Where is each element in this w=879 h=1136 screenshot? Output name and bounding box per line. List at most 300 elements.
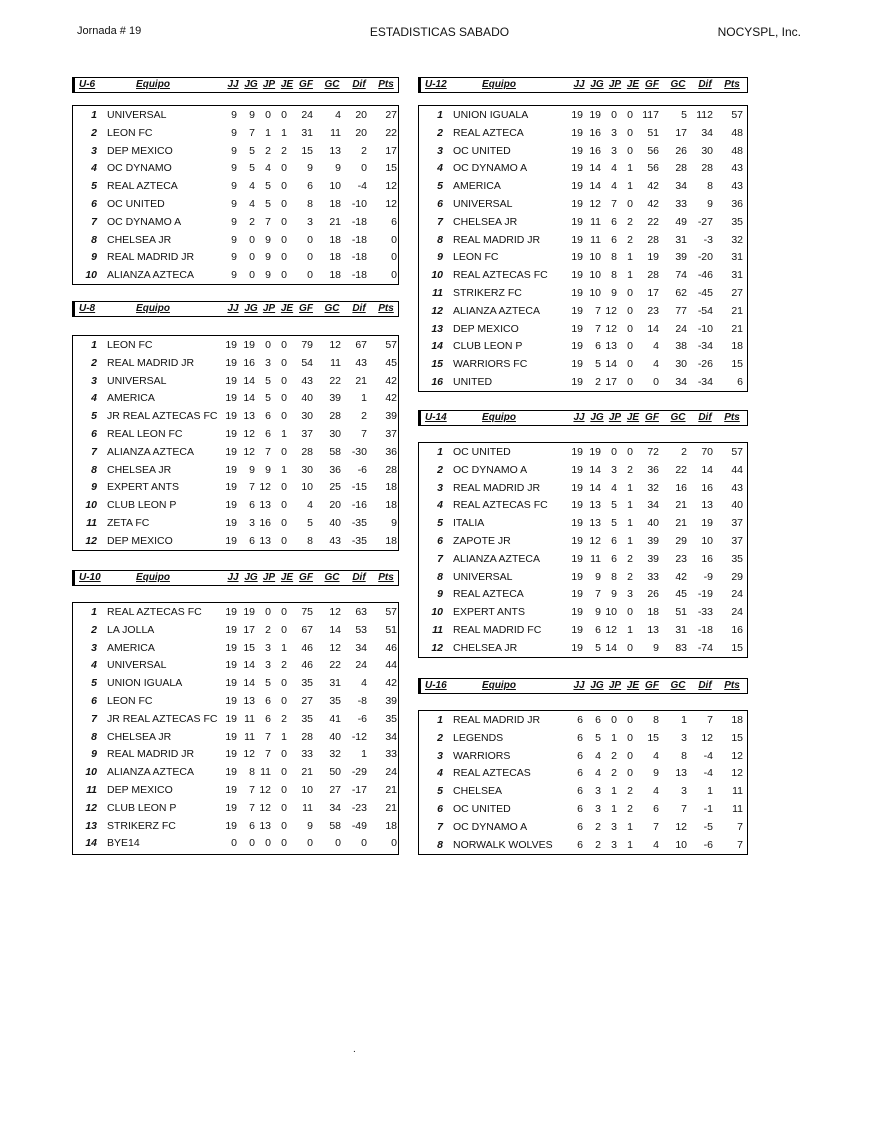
team-cell: REAL LEON FC [107, 428, 183, 440]
column-header: GF [299, 79, 313, 90]
stat-cell: 2 [611, 767, 617, 780]
stat-cell: -4 [703, 749, 713, 762]
stat-cell: 19 [225, 748, 237, 761]
column-header: Dif [698, 680, 712, 691]
stat-cell: 21 [355, 374, 367, 387]
stat-cell: 31 [675, 624, 687, 636]
stat-cell: 1 [281, 641, 287, 654]
stat-cell: 75 [301, 606, 313, 618]
stat-cell: 0 [281, 233, 287, 246]
stat-cell: 8 [707, 180, 713, 193]
stat-cell: 0 [281, 677, 287, 690]
stat-cell: 13 [329, 144, 341, 157]
stat-cell: 19 [571, 340, 583, 353]
column-header: JG [244, 572, 258, 583]
stat-cell: 28 [647, 233, 659, 246]
team-cell: LEON FC [453, 251, 499, 264]
stat-cell: 9 [249, 109, 255, 121]
rank-cell: 3 [91, 641, 97, 654]
stat-cell: 3 [611, 463, 617, 476]
stat-cell: 10 [301, 481, 313, 494]
stat-cell: -29 [351, 766, 367, 779]
stat-cell: 38 [675, 340, 687, 353]
stat-cell: 48 [731, 126, 743, 139]
stat-cell: 31 [329, 677, 341, 690]
table-row [73, 622, 398, 640]
stat-cell: 11 [302, 801, 313, 814]
stat-cell: 1 [627, 624, 633, 636]
stat-cell: 0 [281, 251, 287, 264]
stat-cell: 9 [265, 269, 271, 282]
stat-cell: 6 [577, 731, 583, 744]
stat-cell: 7 [737, 838, 743, 851]
team-cell: REAL AZTECAS FC [107, 606, 202, 618]
stat-cell: 33 [675, 198, 687, 210]
stat-cell: 43 [301, 374, 313, 387]
team-cell: WARRIORS [453, 749, 511, 762]
table-row [73, 818, 398, 836]
column-header: JE [280, 572, 294, 583]
column-header: Dif [352, 79, 366, 90]
rank-cell: 4 [91, 392, 97, 405]
stat-cell: 21 [385, 801, 397, 814]
stat-cell: 19 [571, 570, 583, 583]
stat-cell: 19 [571, 358, 583, 371]
stat-cell: 42 [647, 198, 659, 210]
stat-cell: -23 [351, 801, 367, 814]
stat-cell: 3 [611, 144, 617, 157]
team-cell: AMERICA [107, 392, 155, 405]
stat-cell: 42 [647, 180, 659, 193]
stat-cell: 9 [653, 641, 659, 654]
stat-cell: 15 [301, 144, 313, 157]
stat-cell: 35 [301, 677, 313, 690]
stat-cell: 15 [243, 641, 255, 654]
column-header: JJ [573, 412, 585, 423]
stat-cell: 9 [231, 126, 237, 139]
column-header: JJ [573, 680, 585, 691]
table-row [73, 604, 398, 622]
stat-cell: 19 [225, 677, 237, 690]
stat-cell: 32 [731, 233, 743, 246]
stat-cell: 1 [361, 748, 367, 761]
stat-cell: 17 [385, 144, 397, 157]
stat-cell: 36 [385, 445, 397, 458]
stat-cell: 12 [701, 731, 713, 744]
stat-cell: 0 [307, 269, 313, 282]
stat-cell: 9 [231, 144, 237, 157]
stat-cell: 19 [225, 392, 237, 405]
stat-cell: 16 [731, 624, 743, 636]
stat-cell: 31 [731, 269, 743, 282]
team-cell: CHELSEA JR [453, 641, 518, 654]
stat-cell: 7 [595, 588, 601, 601]
stat-cell: -18 [697, 624, 713, 636]
team-cell: REAL AZTECAS [453, 767, 531, 780]
column-header: Equipo [482, 412, 516, 423]
stat-cell: 19 [701, 517, 713, 530]
stat-cell: 43 [731, 481, 743, 494]
stat-cell: 13 [259, 499, 271, 512]
stat-cell: 24 [731, 588, 743, 601]
stat-cell: 10 [329, 180, 341, 193]
team-cell: DEP MEXICO [107, 144, 173, 157]
stat-cell: 9 [231, 109, 237, 121]
stat-cell: 28 [385, 463, 397, 476]
stat-cell: 19 [571, 481, 583, 494]
stat-cell: 5 [595, 731, 601, 744]
table-header [72, 570, 399, 586]
column-header: GC [670, 79, 686, 90]
division-label: U-10 [79, 572, 101, 583]
rank-cell: 7 [91, 445, 97, 458]
stat-cell: 0 [627, 731, 633, 744]
stat-cell: -18 [351, 233, 367, 246]
team-cell: ALIANZA AZTECA [107, 269, 194, 282]
stat-cell: 17 [647, 287, 659, 299]
column-header: JJ [227, 572, 239, 583]
stat-cell: 74 [675, 269, 687, 282]
stat-cell: 13 [675, 767, 687, 780]
table-body [418, 710, 748, 855]
rank-cell: 12 [431, 641, 443, 654]
stat-cell: 28 [329, 410, 341, 423]
stat-cell: 9 [653, 767, 659, 780]
stat-cell: 19 [589, 446, 601, 458]
stat-cell: 1 [281, 730, 287, 743]
stat-cell: 3 [627, 588, 633, 601]
stat-cell: 13 [243, 695, 255, 707]
stat-cell: 1 [627, 535, 633, 547]
stat-cell: 19 [225, 499, 237, 512]
stat-cell: 6 [737, 376, 743, 388]
column-header: JP [262, 572, 276, 583]
stat-cell: -12 [351, 730, 367, 743]
column-header: GF [645, 412, 659, 423]
stat-cell: 18 [731, 714, 743, 726]
stat-cell: -10 [351, 198, 367, 210]
rank-cell: 11 [86, 517, 97, 529]
stat-cell: 6 [577, 838, 583, 851]
stat-cell: 28 [301, 445, 313, 458]
stat-cell: 11 [244, 730, 255, 743]
stat-cell: 19 [225, 730, 237, 743]
standings-section-u-10 [72, 0, 399, 1136]
stat-cell: 19 [571, 552, 583, 565]
stat-cell: 17 [605, 376, 617, 388]
stat-cell: 19 [571, 624, 583, 636]
stat-cell: 5 [265, 198, 271, 210]
rank-cell: 5 [91, 677, 97, 690]
stat-cell: 45 [385, 356, 397, 369]
team-cell: CHELSEA JR [107, 730, 172, 743]
stat-cell: 13 [243, 410, 255, 423]
team-cell: LEON FC [107, 126, 153, 139]
stat-cell: 0 [627, 446, 633, 458]
stat-cell: 11 [244, 712, 255, 725]
stat-cell: 45 [675, 588, 687, 601]
stat-cell: 0 [627, 126, 633, 139]
stat-cell: 1 [281, 428, 287, 440]
stat-cell: 24 [301, 109, 313, 121]
column-header: JP [262, 303, 276, 314]
stat-cell: 11 [590, 552, 601, 565]
team-cell: UNIVERSAL [453, 198, 513, 210]
stat-cell: 22 [329, 374, 341, 387]
rank-cell: 7 [437, 215, 443, 228]
stat-cell: 19 [571, 144, 583, 157]
column-header: JP [608, 680, 622, 691]
stat-cell: 19 [225, 339, 237, 351]
stat-cell: 4 [249, 180, 255, 193]
stat-cell: 14 [589, 463, 601, 476]
stat-cell: 16 [701, 481, 713, 494]
table-row [73, 675, 398, 693]
team-cell: OC UNITED [453, 803, 511, 815]
stat-cell: 0 [611, 714, 617, 726]
stat-cell: 0 [249, 837, 255, 850]
stat-cell: 0 [281, 534, 287, 547]
stat-cell: 9 [611, 287, 617, 299]
stat-cell: 6 [611, 535, 617, 547]
jornada-label: Jornada # 19 [77, 25, 142, 37]
stat-cell: 0 [627, 340, 633, 353]
stat-cell: 44 [385, 659, 397, 672]
stat-cell: -3 [703, 233, 713, 246]
stat-cell: 5 [265, 374, 271, 387]
stat-cell: 19 [225, 517, 237, 529]
stat-cell: 20 [355, 109, 367, 121]
team-cell: DEP MEXICO [107, 534, 173, 547]
table-row [73, 800, 398, 818]
stat-cell: -26 [697, 358, 713, 371]
stat-cell: 36 [329, 463, 341, 476]
stat-cell: 72 [647, 446, 659, 458]
stat-cell: 2 [627, 215, 633, 228]
stat-cell: 3 [307, 215, 313, 228]
table-row [73, 711, 398, 729]
stat-cell: 19 [571, 588, 583, 601]
rank-cell: 16 [431, 376, 443, 388]
team-cell: UNIVERSAL [107, 659, 167, 672]
stat-cell: 28 [701, 162, 713, 175]
stat-cell: 30 [301, 410, 313, 423]
stat-cell: 10 [589, 269, 601, 282]
table-row [419, 748, 747, 766]
stat-cell: 35 [731, 215, 743, 228]
stat-cell: 33 [385, 748, 397, 761]
stat-cell: 7 [265, 748, 271, 761]
stat-cell: 6 [265, 712, 271, 725]
stat-cell: 12 [589, 535, 601, 547]
rank-cell: 12 [85, 534, 97, 547]
rank-cell: 5 [437, 517, 443, 530]
stat-cell: 57 [385, 606, 397, 618]
team-cell: REAL MADRID FC [453, 624, 542, 636]
stat-cell: 8 [249, 766, 255, 779]
stat-cell: 1 [627, 820, 633, 833]
stat-cell: 63 [355, 606, 367, 618]
stat-cell: 1 [627, 251, 633, 264]
stat-cell: 35 [301, 712, 313, 725]
stat-cell: 28 [301, 730, 313, 743]
stat-cell: 6 [307, 180, 313, 193]
stat-cell: 4 [653, 749, 659, 762]
stat-cell: 24 [385, 766, 397, 779]
stat-cell: 43 [355, 356, 367, 369]
rank-cell: 2 [91, 623, 97, 636]
stat-cell: 0 [627, 767, 633, 780]
stat-cell: 12 [329, 339, 341, 351]
team-cell: OC UNITED [453, 446, 511, 458]
stat-cell: 13 [589, 517, 601, 530]
stat-cell: 36 [731, 198, 743, 210]
stat-cell: 51 [385, 623, 397, 636]
stat-cell: -4 [357, 180, 367, 193]
table-row [419, 730, 747, 748]
stat-cell: 0 [627, 606, 633, 619]
stat-cell: 19 [571, 198, 583, 210]
stat-cell: 11 [260, 766, 271, 779]
team-cell: LEON FC [107, 339, 153, 351]
stat-cell: 8 [307, 534, 313, 547]
rank-cell: 4 [437, 499, 443, 512]
team-cell: CHELSEA JR [107, 233, 172, 246]
column-header: GF [645, 680, 659, 691]
stat-cell: 19 [571, 126, 583, 139]
rank-cell: 6 [91, 695, 97, 707]
rank-cell: 1 [437, 714, 443, 726]
column-header: Pts [378, 79, 394, 90]
stat-cell: 19 [571, 446, 583, 458]
stat-cell: 8 [653, 714, 659, 726]
stat-cell: 1 [265, 126, 271, 139]
stat-cell: 3 [611, 820, 617, 833]
stat-cell: 7 [249, 126, 255, 139]
stat-cell: 6 [577, 767, 583, 780]
stat-cell: 1 [281, 463, 287, 476]
stat-cell: 19 [225, 481, 237, 494]
stat-cell: 21 [301, 766, 313, 779]
rank-cell: 5 [437, 785, 443, 798]
stat-cell: 4 [307, 499, 313, 512]
stat-cell: 57 [731, 109, 743, 121]
team-cell: ITALIA [453, 517, 485, 530]
stat-cell: 43 [731, 162, 743, 175]
stat-cell: -19 [697, 588, 713, 601]
stat-cell: 0 [627, 749, 633, 762]
stat-cell: -27 [697, 215, 713, 228]
stat-cell: 0 [281, 392, 287, 405]
stat-cell: 0 [281, 801, 287, 814]
table-row [73, 640, 398, 658]
column-header: Equipo [482, 680, 516, 691]
stat-cell: 2 [595, 820, 601, 833]
stat-cell: -34 [697, 340, 713, 353]
stat-cell: 19 [225, 712, 237, 725]
team-cell: REAL AZTECAS FC [453, 499, 548, 512]
stat-cell: 0 [281, 374, 287, 387]
team-cell: OC DYNAMO A [107, 215, 182, 228]
stat-cell: -35 [351, 534, 367, 547]
stat-cell: 16 [259, 517, 271, 529]
column-header: Dif [698, 412, 712, 423]
rank-cell: 11 [86, 784, 97, 796]
stat-cell: 43 [329, 534, 341, 547]
stat-cell: 43 [731, 180, 743, 193]
table-row [73, 729, 398, 747]
rank-cell: 8 [437, 838, 443, 851]
stat-cell: 12 [589, 198, 601, 210]
stat-cell: 7 [653, 820, 659, 833]
stat-cell: 5 [265, 677, 271, 690]
stat-cell: 9 [595, 606, 601, 619]
team-cell: ALIANZA AZTECA [107, 445, 194, 458]
stat-cell: 14 [647, 322, 659, 335]
stat-cell: -46 [697, 269, 713, 282]
rank-cell: 8 [91, 730, 97, 743]
stat-cell: 29 [731, 570, 743, 583]
stat-cell: 13 [647, 624, 659, 636]
stat-cell: 2 [265, 623, 271, 636]
stat-cell: 18 [731, 340, 743, 353]
stat-cell: 51 [675, 606, 687, 619]
stat-cell: 3 [681, 731, 687, 744]
stat-cell: -18 [351, 215, 367, 228]
stat-cell: 24 [675, 322, 687, 335]
stat-cell: 6 [595, 714, 601, 726]
stat-cell: 6 [611, 233, 617, 246]
stat-cell: 27 [329, 784, 341, 796]
stat-cell: 2 [595, 376, 601, 388]
stat-cell: 19 [571, 322, 583, 335]
stat-cell: 7 [737, 820, 743, 833]
stat-cell: 14 [243, 659, 255, 672]
stat-cell: 40 [301, 392, 313, 405]
stat-cell: 1 [707, 785, 713, 798]
stat-cell: 18 [385, 534, 397, 547]
stat-cell: 9 [307, 162, 313, 175]
stat-cell: 18 [329, 269, 341, 282]
stat-cell: 0 [281, 517, 287, 529]
stat-cell: 2 [627, 233, 633, 246]
stat-cell: 14 [243, 374, 255, 387]
team-cell: UNITED [453, 376, 493, 388]
stat-cell: 18 [385, 819, 397, 832]
stat-cell: 37 [301, 428, 313, 440]
stat-cell: 67 [355, 339, 367, 351]
stat-cell: 21 [385, 784, 397, 796]
stat-cell: 11 [590, 233, 601, 246]
rank-cell: 8 [91, 233, 97, 246]
stat-cell: 19 [225, 410, 237, 423]
stat-cell: 9 [335, 162, 341, 175]
stat-cell: 1 [627, 180, 633, 193]
stat-cell: 4 [611, 180, 617, 193]
stat-cell: 27 [385, 109, 397, 121]
team-cell: LEON FC [107, 695, 153, 707]
stat-cell: 4 [595, 767, 601, 780]
stat-cell: 0 [265, 339, 271, 351]
stat-cell: 6 [249, 819, 255, 832]
stat-cell: 0 [281, 215, 287, 228]
stat-cell: 39 [675, 251, 687, 264]
stat-cell: 3 [265, 659, 271, 672]
stat-cell: 9 [595, 570, 601, 583]
stat-cell: 3 [249, 517, 255, 529]
stat-cell: 30 [701, 144, 713, 157]
stat-cell: 41 [329, 712, 341, 725]
